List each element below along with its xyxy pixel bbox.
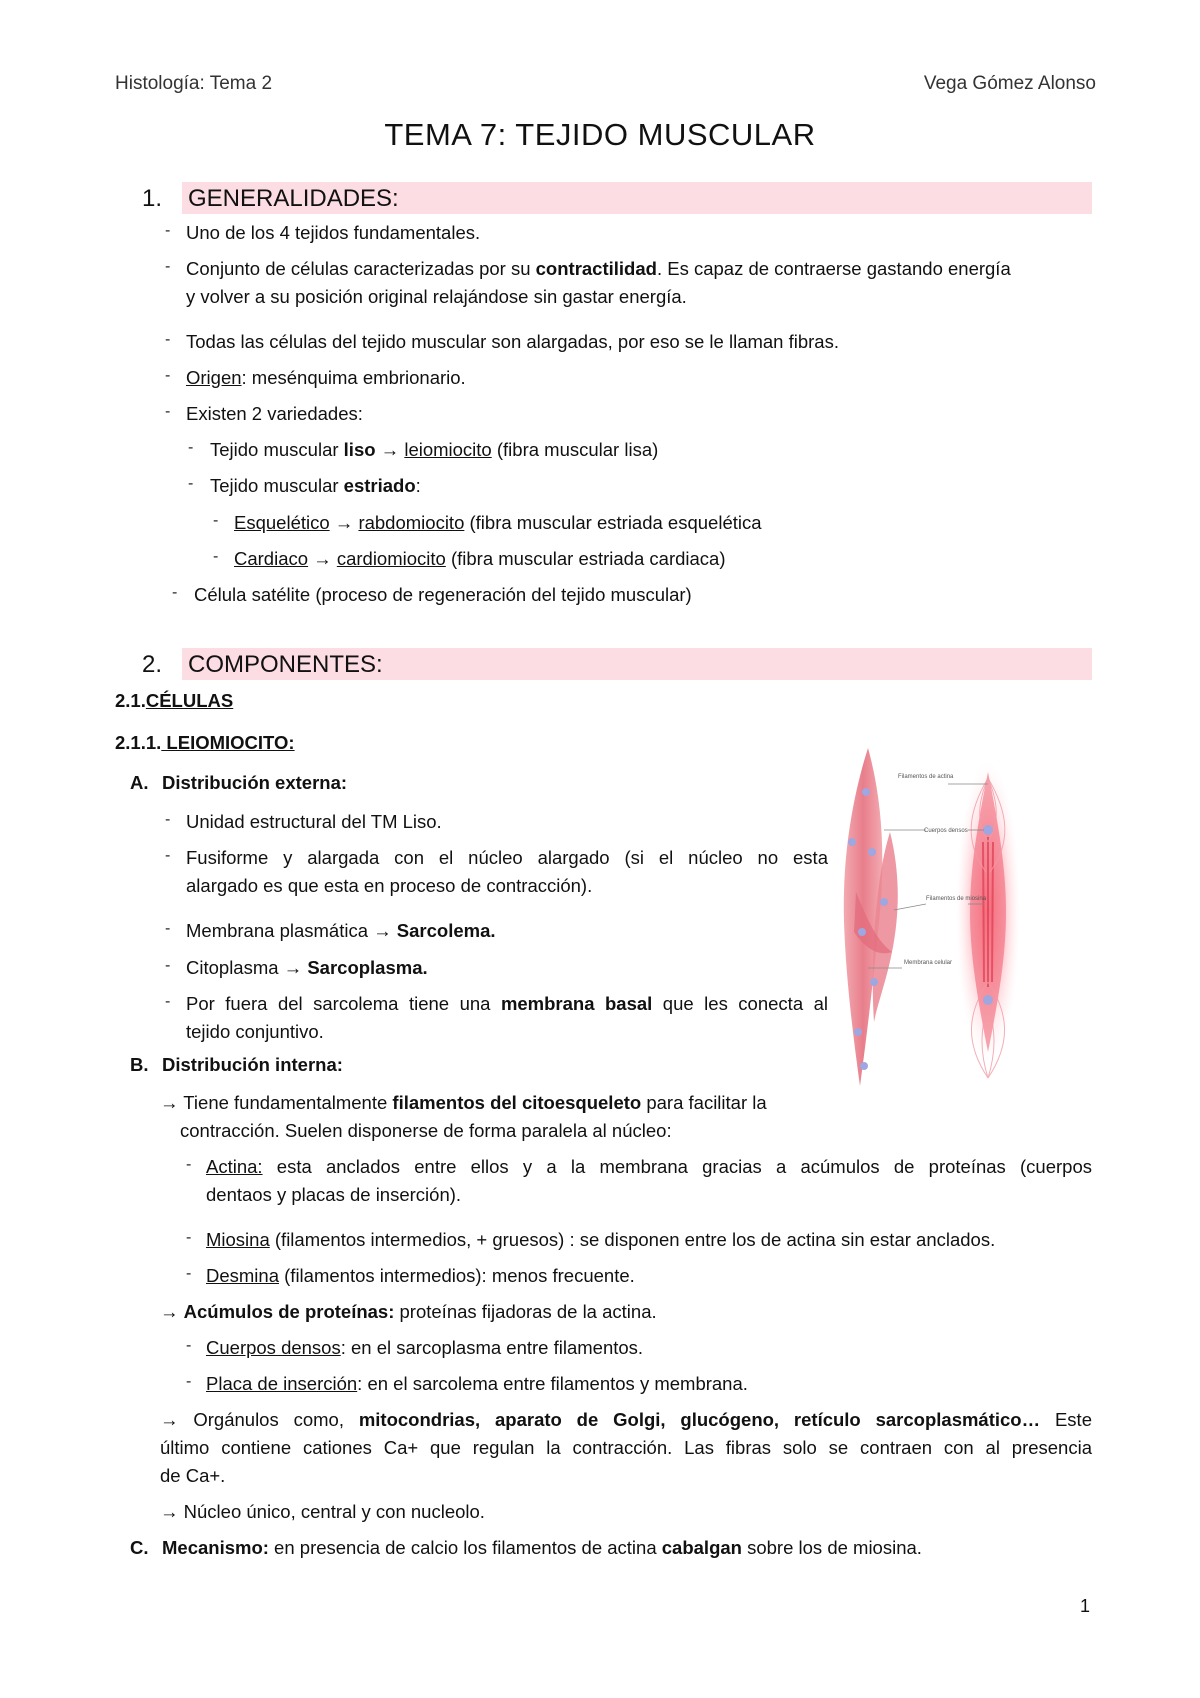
section-2-heading xyxy=(142,648,1092,682)
bullet-dash: - xyxy=(165,920,171,937)
bullet-dash: - xyxy=(165,331,171,348)
list-item: Célula satélite (proceso de regeneración del tejido muscular) xyxy=(194,584,692,605)
header-left: Histología: Tema 2 xyxy=(115,73,273,94)
arrow-item-continuation: último contiene cationes Ca+ que regulan la contracción. Las fibras solo se contraen con al presencia xyxy=(160,1437,1092,1458)
point-a-heading: A. Distribución externa: xyxy=(130,772,348,793)
label-myosin: Filamentos de miosina xyxy=(926,896,987,902)
list-item: Existen 2 variedades: xyxy=(186,403,363,424)
page-title: TEMA 7: TEJIDO MUSCULAR xyxy=(384,117,816,152)
point-c: C. Mecanismo: en presencia de calcio los filamentos de actina cabalgan sobre los de miosina. xyxy=(130,1537,922,1558)
bullet-dash: - xyxy=(165,957,171,974)
list-item: Todas las células del tejido muscular son alargadas, por eso se le llaman fibras. xyxy=(186,331,839,352)
bullet-dash: - xyxy=(186,1156,192,1173)
bullet-dash: - xyxy=(165,811,171,828)
list-item-continuation: y volver a su posición original relajándose sin gastar energía. xyxy=(186,286,687,307)
list-item: Esquelético → rabdomiocito (fibra muscular estriada esquelética xyxy=(234,512,762,533)
bullet-dash: - xyxy=(165,403,171,420)
section-1-title: GENERALIDADES: xyxy=(182,182,1092,214)
label-membrane: Membrana celular xyxy=(904,960,953,966)
bullet-dash: - xyxy=(165,258,171,275)
bullet-dash: - xyxy=(213,512,219,529)
cell-cluster xyxy=(844,748,898,1086)
bullet-dash: - xyxy=(172,584,178,601)
subsection-leiomiocito: 2.1.1. LEIOMIOCITO: xyxy=(115,732,295,753)
point-b-heading: B. Distribución interna: xyxy=(130,1054,343,1075)
list-item: Citoplasma → Sarcoplasma. xyxy=(186,957,428,978)
list-item: Uno de los 4 tejidos fundamentales. xyxy=(186,222,481,243)
bullet-dash: - xyxy=(165,367,171,384)
list-item: Conjunto de células caracterizadas por su contractilidad. Es capaz de contraerse gastando energía xyxy=(186,258,1011,279)
arrow-item-continuation: contracción. Suelen disponerse de forma paralela al núcleo: xyxy=(180,1120,672,1141)
label-actin: Filamentos de actina xyxy=(898,774,954,780)
bullet-dash: - xyxy=(188,439,194,456)
smooth-muscle-figure xyxy=(838,742,1083,1088)
list-item: Actina: esta anclados entre ellos y a la membrana gracias a acúmulos de proteínas (cuerpos xyxy=(206,1156,1092,1177)
list-item-continuation: dentaos y placas de inserción). xyxy=(206,1184,462,1205)
list-item: Desmina (filamentos intermedios): menos frecuente. xyxy=(206,1265,635,1286)
list-item: Miosina (filamentos intermedios, + gruesos) : se disponen entre los de actina sin estar anclados. xyxy=(206,1229,996,1250)
contracted-cell xyxy=(956,762,1020,1078)
bullet-dash: - xyxy=(186,1337,192,1354)
list-item: Cuerpos densos: en el sarcoplasma entre filamentos. xyxy=(206,1337,644,1358)
section-1-heading xyxy=(142,182,1092,216)
arrow-item: → Acúmulos de proteínas: proteínas fijadoras de la actina. xyxy=(160,1301,657,1322)
bullet-dash: - xyxy=(188,475,194,492)
bullet-dash: - xyxy=(213,548,219,565)
list-item: Membrana plasmática → Sarcolema. xyxy=(186,920,496,941)
bullet-dash: - xyxy=(165,993,171,1010)
list-item: Origen: mesénquima embrionario. xyxy=(186,367,466,388)
arrow-item: → Núcleo único, central y con nucleolo. xyxy=(160,1501,485,1522)
bullet-dash: - xyxy=(165,847,171,864)
page-number: 1 xyxy=(1079,1596,1090,1616)
label-dense-bodies: Cuerpos densos xyxy=(924,828,968,834)
subsection-cells: 2.1.CÉLULAS xyxy=(115,690,234,711)
list-item: Tejido muscular liso → leiomiocito (fibra muscular lisa) xyxy=(210,439,659,460)
bullet-dash: - xyxy=(186,1265,192,1282)
arrow-item: → Tiene fundamentalmente filamentos del citoesqueleto para facilitar la xyxy=(160,1092,767,1113)
list-item: Tejido muscular estriado: xyxy=(210,475,421,496)
arrow-item: → Orgánulos como, mitocondrias, aparato de Golgi, glucógeno, retículo sarcoplasmático… Este xyxy=(160,1409,1092,1430)
arrow-item-continuation: de Ca+. xyxy=(160,1465,226,1486)
bullet-dash: - xyxy=(165,222,171,239)
list-item: Unidad estructural del TM Liso. xyxy=(186,811,442,832)
header-right: Vega Gómez Alonso xyxy=(923,73,1096,94)
list-item: Placa de inserción: en el sarcolema entre filamentos y membrana. xyxy=(206,1373,748,1394)
list-item-continuation: alargado es que esta en proceso de contracción). xyxy=(186,875,593,896)
section-2-number: 2. xyxy=(142,651,163,678)
section-1-number: 1. xyxy=(142,185,163,212)
bullet-dash: - xyxy=(186,1373,192,1390)
list-item: Cardiaco → cardiomiocito (fibra muscular estriada cardiaca) xyxy=(234,548,726,569)
section-2-title: COMPONENTES: xyxy=(182,648,1092,680)
bullet-dash: - xyxy=(186,1229,192,1246)
list-item: Por fuera del sarcolema tiene una membrana basal que les conecta al xyxy=(186,993,828,1014)
list-item: Fusiforme y alargada con el núcleo alargado (si el núcleo no esta xyxy=(186,847,828,868)
list-item-continuation: tejido conjuntivo. xyxy=(186,1021,324,1042)
